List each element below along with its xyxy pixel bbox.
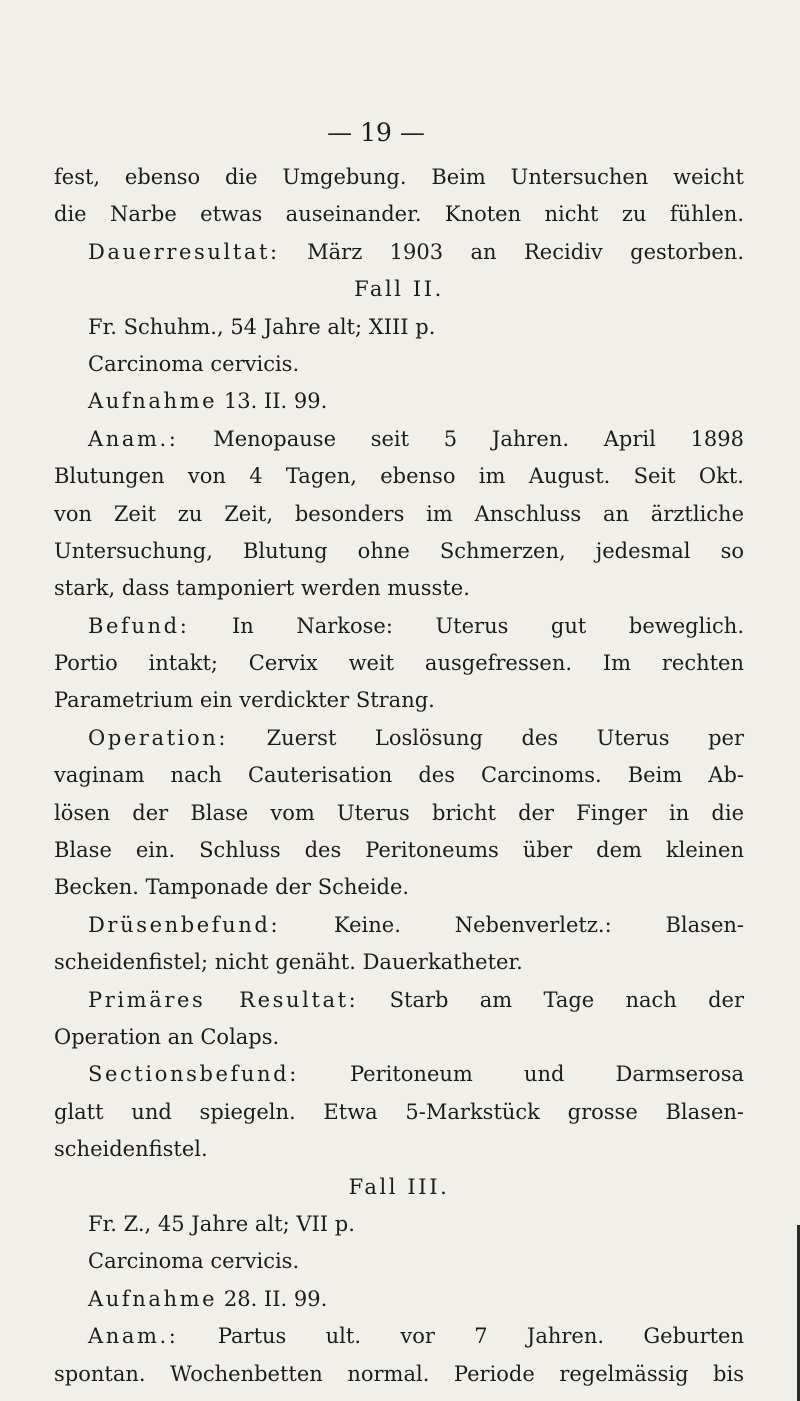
text-line xyxy=(54,159,744,196)
text-line xyxy=(54,421,744,458)
text-segment: von Zeit zu Zeit, besonders im Anschluss an ärztliche xyxy=(54,501,744,526)
text-line xyxy=(54,196,744,233)
text-segment: Portio intakt; Cervix weit ausgefressen. Im rechten xyxy=(54,651,744,676)
text-line xyxy=(54,496,744,533)
text-line xyxy=(54,271,744,308)
section-heading: Fall II. xyxy=(354,277,444,302)
text-line xyxy=(54,1056,744,1093)
text-segment: Partus ult. vor 7 Jahren. Geburten xyxy=(178,1324,744,1349)
text-segment: Starb am Tage nach der xyxy=(358,987,744,1012)
text-segment: Operation an Colaps. xyxy=(54,1024,280,1049)
page-number: — 19 — xyxy=(327,118,425,147)
text-line xyxy=(54,309,744,346)
text-segment: lösen der Blase vom Uterus bricht der Finger in die xyxy=(54,800,744,825)
text-segment: Becken. Tamponade der Scheide. xyxy=(54,875,410,900)
section-heading: Operation: xyxy=(88,725,229,750)
section-heading: Dauerresultat: xyxy=(88,239,280,264)
text-segment: Blase ein. Schluss des Peritoneums über dem kleinen xyxy=(54,838,744,863)
text-segment: Carcinoma cervicis. xyxy=(88,351,300,376)
text-line xyxy=(54,383,744,420)
section-heading: Sectionsbefund: xyxy=(88,1062,299,1087)
text-segment: Peritoneum und Darmserosa xyxy=(298,1062,744,1087)
text-line xyxy=(54,645,744,682)
section-heading: Aufnahme xyxy=(88,389,218,414)
text-line xyxy=(54,533,744,570)
text-segment: März 1903 an Recidiv gestorben. xyxy=(279,239,744,264)
text-line xyxy=(54,234,744,271)
section-heading: Aufnahme xyxy=(88,1286,218,1311)
text-line xyxy=(54,1281,744,1318)
text-line xyxy=(54,1243,744,1280)
text-segment: scheidenfistel; nicht genäht. Dauerkatheter. xyxy=(54,950,523,975)
text-line xyxy=(54,346,744,383)
text-line xyxy=(54,944,744,981)
text-line xyxy=(54,1094,744,1131)
text-segment: 13. II. 99. xyxy=(217,389,328,414)
text-line xyxy=(54,757,744,794)
text-segment: Carcinoma cervicis. xyxy=(88,1249,300,1274)
text-line xyxy=(54,1019,744,1056)
text-segment: Menopause seit 5 Jahren. April 1898 xyxy=(178,426,744,451)
text-line xyxy=(54,570,744,607)
text-segment: spontan. Wochenbetten normal. Periode regelmässig bis xyxy=(54,1361,744,1386)
text-segment: Parametrium ein verdickter Strang. xyxy=(54,688,435,713)
text-segment: die Narbe etwas auseinander. Knoten nicht zu fühlen. xyxy=(54,202,744,227)
text-line xyxy=(54,682,744,719)
text-line xyxy=(54,458,744,495)
text-line xyxy=(54,907,744,944)
section-heading: Befund: xyxy=(88,613,190,638)
text-segment: scheidenfistel. xyxy=(54,1137,208,1162)
section-heading: Anam.: xyxy=(88,426,179,451)
text-segment: Untersuchung, Blutung ohne Schmerzen, jedesmal so xyxy=(54,538,744,563)
text-segment: Fr. Z., 45 Jahre alt; VII p. xyxy=(88,1211,355,1236)
text-line xyxy=(54,720,744,757)
section-heading: Anam.: xyxy=(88,1324,179,1349)
text-line xyxy=(54,832,744,869)
text-line xyxy=(54,1318,744,1355)
text-line xyxy=(54,608,744,645)
text-segment: Keine. Nebenverletz.: Blasen- xyxy=(280,912,744,937)
text-segment: fest, ebenso die Umgebung. Beim Untersuchen weicht xyxy=(54,165,744,189)
text-line xyxy=(54,1131,744,1168)
text-line xyxy=(54,1206,744,1243)
text-line xyxy=(54,795,744,832)
section-heading: Fall III. xyxy=(348,1174,450,1199)
text-segment: Fr. Schuhm., 54 Jahre alt; XIII p. xyxy=(88,314,436,339)
text-line xyxy=(54,1356,744,1393)
text-line xyxy=(54,982,744,1019)
section-heading: Drüsenbefund: xyxy=(88,912,281,937)
text-segment: Zuerst Loslösung des Uterus per xyxy=(228,725,744,750)
text-line xyxy=(54,869,744,906)
text-segment: glatt und spiegeln. Etwa 5-Markstück grosse Blasen- xyxy=(54,1099,744,1124)
text-segment: stark, dass tamponiert werden musste. xyxy=(54,576,470,601)
text-line xyxy=(54,1169,744,1206)
page-text xyxy=(54,159,744,1393)
text-segment: In Narkose: Uterus gut beweglich. xyxy=(189,613,744,638)
section-heading: Primäres Resultat: xyxy=(88,987,359,1012)
text-segment: Blutungen von 4 Tagen, ebenso im August. Seit Okt. xyxy=(54,464,744,489)
text-segment: vaginam nach Cauterisation des Carcinoms. Beim Ab- xyxy=(54,763,744,788)
text-segment: 28. II. 99. xyxy=(217,1286,328,1311)
